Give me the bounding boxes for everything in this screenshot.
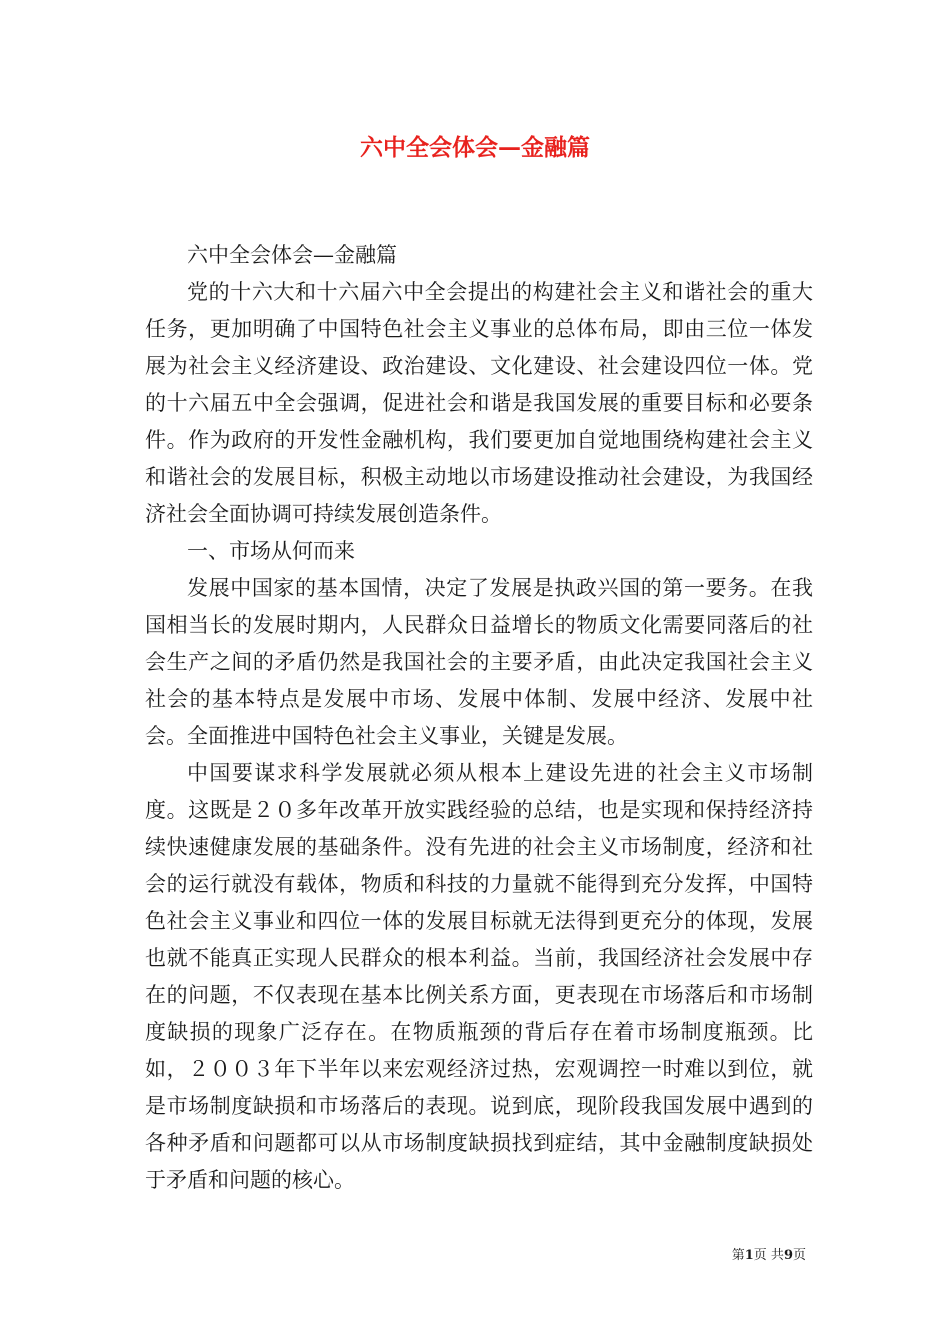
current-page-number: 1 [744, 1248, 754, 1263]
footer-prefix: 第 [731, 1248, 745, 1263]
page-number-footer [732, 1247, 806, 1265]
section-heading: 一、市场从何而来 [187, 539, 355, 563]
paragraph: 发展中国家的基本国情，决定了发展是执政兴国的第一要务。在我国相当长的发展时期内，人民群众日益增长的物质文化需要同落后的社会生产之间的矛盾仍然是我国社会的主要矛盾，由此决定我国社会主义社会的基本特点是发展中市场、发展中体制、发展中经济、发展中社会。全面推进中国特色社会主义事业，关键是发展。 [145, 576, 813, 748]
paragraph: 党的十六大和十六届六中全会提出的构建社会主义和谐社会的重大任务，更加明确了中国特色社会主义事业的总体布局，即由三位一体发展为社会主义经济建设、政治建设、文化建设、社会建设四位一体。党的十六届五中全会强调，促进社会和谐是我国发展的重要目标和必要条件。作为政府的开发性金融机构，我们要更加自觉地围绕构建社会主义和谐社会的发展目标，积极主动地以市场建设推动社会建设，为我国经济社会全面协调可持续发展创造条件。 [145, 280, 813, 526]
total-pages-number: 9 [783, 1248, 793, 1263]
footer-middle: 页 共 [753, 1248, 784, 1263]
paragraph: 中国要谋求科学发展就必须从根本上建设先进的社会主义市场制度。这既是２０多年改革开放实践经验的总结，也是实现和保持经济持续快速健康发展的基础条件。没有先进的社会主义市场制度，经济和社会的运行就没有载体，物质和科技的力量就不能得到充分发挥，中国特色社会主义事业和四位一体的发展目标就无法得到更充分的体现，发展也就不能真正实现人民群众的根本利益。当前，我国经济社会发展中存在的问题，不仅表现在基本比例关系方面，更表现在市场落后和市场制度缺损的现象广泛存在。在物质瓶颈的背后存在着市场制度瓶颈。比如，２００３年下半年以来宏观经济过热，宏观调控一时难以到位，就是市场制度缺损和市场落后的表现。说到底，现阶段我国发展中遇到的各种矛盾和问题都可以从市场制度缺损找到症结，其中金融制度缺损处于矛盾和问题的核心。 [145, 761, 813, 1192]
document-body [145, 237, 813, 1199]
document-title: 六中全会体会—金融篇 [360, 134, 590, 161]
footer-suffix: 页 [792, 1248, 806, 1263]
paragraph: 六中全会体会—金融篇 [187, 243, 397, 267]
